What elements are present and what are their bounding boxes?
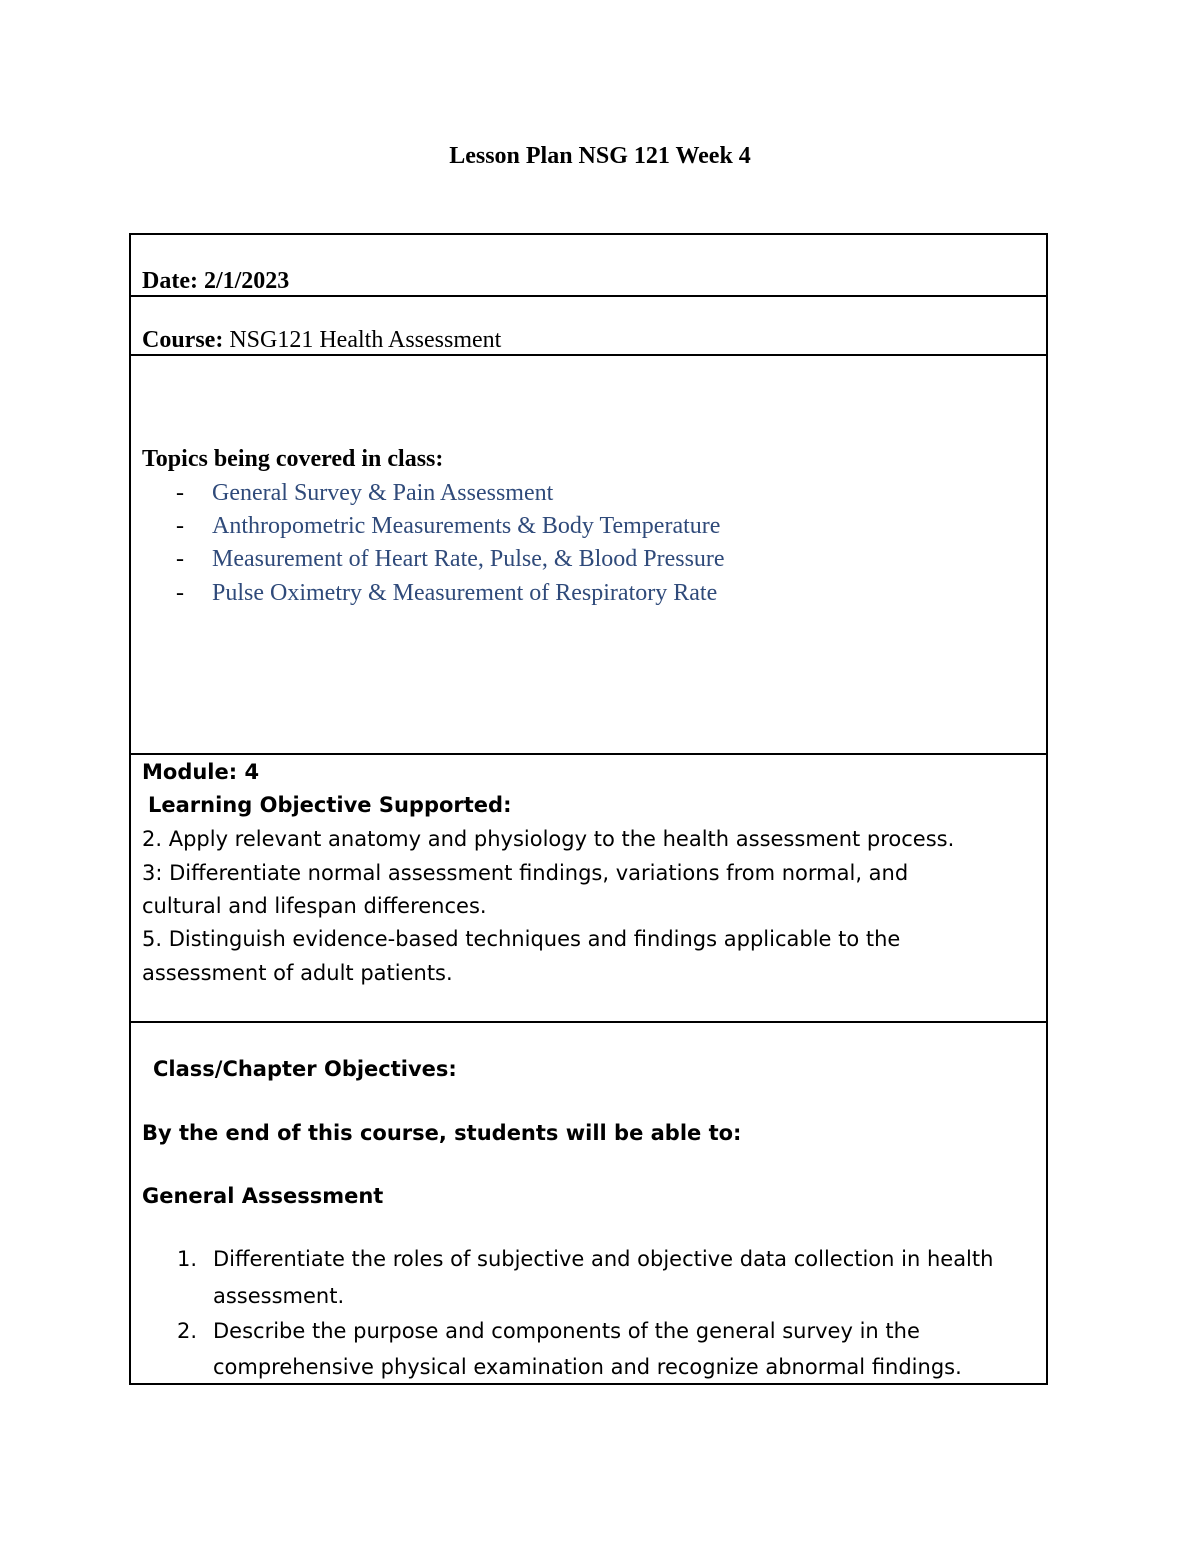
objective-text: Differentiate the roles of subjective and objective data collection in health [213,1247,994,1271]
lesson-plan-table [129,233,1048,1385]
course-value: NSG121 Health Assessment [229,327,502,353]
date-row [131,235,1046,297]
objective-text: Describe the purpose and components of the general survey in the [213,1319,920,1343]
course-row [131,297,1046,356]
topic-bullet: - [176,480,184,506]
topic-item: General Survey & Pain Assessment [212,480,554,506]
objective-line: 5. Distinguish evidence-based techniques and findings applicable to the [142,927,901,951]
date-line [142,268,289,295]
objective-line: assessment of adult patients. [142,961,453,985]
class-objectives-heading: Class/Chapter Objectives: [153,1057,457,1081]
topics-row [131,356,1046,755]
topic-bullet: - [176,580,184,606]
course-label: Course: [142,327,224,353]
general-assessment-heading: General Assessment [142,1184,384,1208]
topic-bullet: - [176,513,184,539]
document-title: Lesson Plan NSG 121 Week 4 [449,143,751,169]
objective-number: 2. [177,1319,198,1343]
topics-heading: Topics being covered in class: [142,446,444,472]
module-label: Module: 4 [142,760,260,784]
class-objectives-intro: By the end of this course, students will be able to: [142,1121,742,1145]
topic-item: Measurement of Heart Rate, Pulse, & Blood Pressure [212,546,725,572]
objective-line: 2. Apply relevant anatomy and physiology to the health assessment process. [142,827,955,851]
date-label: Date: [142,268,198,294]
objective-line: 3: Differentiate normal assessment findings, variations from normal, and [142,861,909,885]
topic-item: Pulse Oximetry & Measurement of Respiratory Rate [212,580,718,606]
objective-line: cultural and lifespan differences. [142,894,487,918]
class-objectives-row [131,1023,1046,1383]
date-value: 2/1/2023 [203,268,290,294]
objective-text: comprehensive physical examination and recognize abnormal findings. [213,1355,962,1379]
module-row [131,755,1046,1023]
topic-bullet: - [176,546,184,572]
objective-number: 1. [177,1247,198,1271]
course-line [142,327,501,354]
topic-item: Anthropometric Measurements & Body Temperature [212,513,721,539]
learning-objective-heading: Learning Objective Supported: [148,793,512,817]
objective-text: assessment. [213,1284,345,1308]
